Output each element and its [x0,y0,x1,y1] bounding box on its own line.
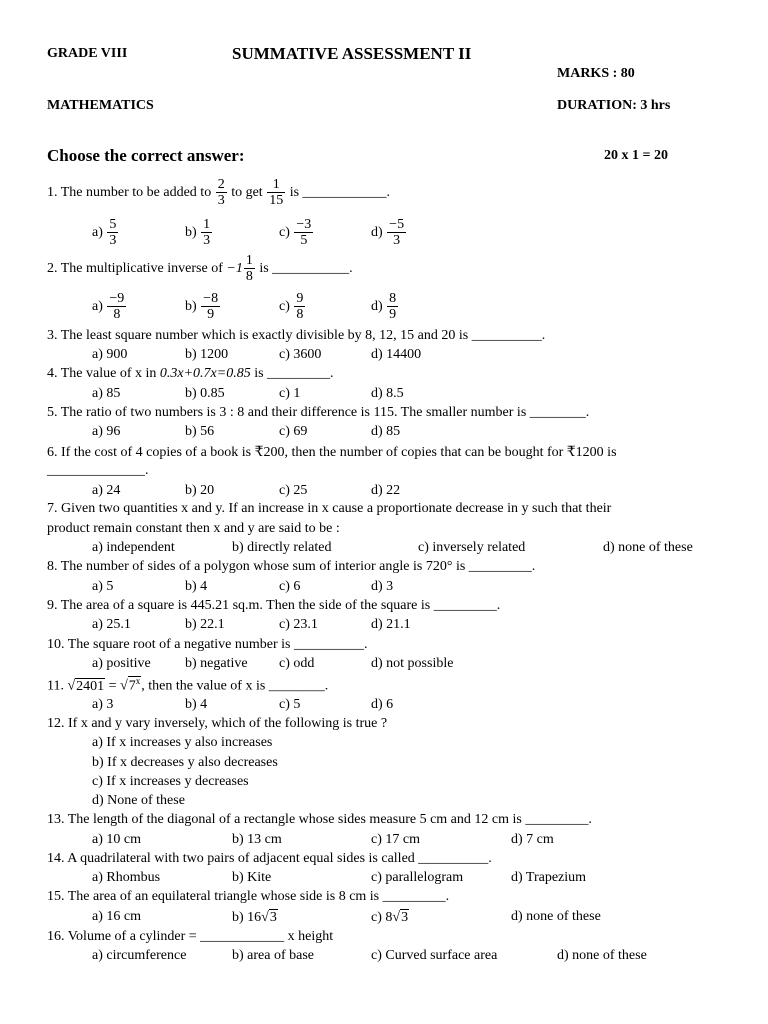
square-root-icon: √ [392,910,401,925]
question-16: 16. Volume of a cylinder = ____________ x height [47,929,334,944]
question-text: , then the value of x is ________. [141,678,329,694]
option-b: b) 0.85 [185,386,225,401]
option-a: a) 3 [92,697,114,712]
question-8: 8. The number of sides of a polygon whose sum of interior angle is 720° is _________. [47,559,536,574]
option-c: c) $\frac{-3}{5}$ [279,217,312,248]
option-d: d) 3 [371,579,394,594]
question-7: 7. Given two quantities x and y. If an increase in x cause a proportionate decrease in y such that their [47,501,612,516]
option-a: a) If x increases y also increases [92,735,273,750]
question-text: 2. The multiplicative inverse of [47,261,223,277]
question-6-blank: ______________. [47,463,149,478]
option-a: a) 900 [92,347,128,362]
option-d: d) none of these [603,540,693,555]
option-c: c) parallelogram [371,870,464,885]
option-d: d) None of these [92,793,185,808]
option-d: d) 8.5 [371,386,404,401]
option-a: a) 96 [92,424,121,439]
question-10: 10. The square root of a negative number is __________. [47,637,368,652]
option-d: d) 22 [371,483,401,498]
equation: 0.3x+0.7x=0.85 [159,366,251,381]
square-root-icon: √ [67,678,76,694]
option-b: b) 16√3 [232,910,277,925]
option-d: d) $\frac{8}{9}$ [371,291,397,322]
radicand: 2401 [76,678,105,694]
question-text: is ___________. [259,261,353,277]
option-a: a) 10 cm [92,832,141,847]
option-b: b) directly related [232,540,332,555]
option-d: d) none of these [511,909,601,924]
option-c: c) If x increases y decreases [92,774,249,789]
option-d: d) Trapezium [511,870,587,885]
option-b: b) $\frac{-8}{9}$ [185,291,219,322]
option-c: c) 23.1 [279,617,318,632]
option-b: b) Kite [232,870,272,885]
option-b: b) area of base [232,948,315,963]
marks-label: MARKS : 80 [557,66,635,81]
option-b: b) If x decreases y also decreases [92,755,278,770]
option-c: c) Curved surface area [371,948,498,963]
question-15: 15. The area of an equilateral triangle whose side is 8 cm is _________. [47,889,450,904]
page-title: SUMMATIVE ASSESSMENT II [232,44,472,63]
question-5: 5. The ratio of two numbers is 3 : 8 and their difference is 115. The smaller number is ________. [47,405,590,420]
option-d: d) none of these [557,948,647,963]
option-a: a) 16 cm [92,909,141,924]
square-root-icon: √ [261,910,269,925]
section-heading: Choose the correct answer: [47,146,245,165]
radicand: 7$^x$ [128,676,141,694]
option-d: d) $\frac{-5}{3}$ [371,217,405,248]
option-c: c) 8√3 [371,910,409,925]
option-a: a) 25.1 [92,617,131,632]
radicand: 3 [269,910,277,925]
question-9: 9. The area of a square is 445.21 sq.m. Then the side of the square is _________. [47,598,501,613]
question-1 [47,178,390,208]
option-a: a) 24 [92,483,121,498]
question-4 [47,366,334,382]
question-6: 6. If the cost of 4 copies of a book is ₹200, then the number of copies that can be bought for ₹1200 is [47,445,617,460]
question-text: 4. The value of x in [47,366,157,381]
question-13: 13. The length of the diagonal of a rectangle whose sides measure 5 cm and 12 cm is _________. [47,812,592,827]
option-b: b) 1200 [185,347,229,362]
option-a: a) $\frac{5}{3}$ [92,217,117,248]
question-12: 12. If x and y vary inversely, which of the following is true ? [47,716,388,731]
option-c: c) $\frac{9}{8}$ [279,291,304,322]
equals-sign: = [108,678,117,694]
option-c: c) odd [279,656,315,671]
option-a: a) 5 [92,579,114,594]
option-d: d) 6 [371,697,394,712]
option-d: d) 7 cm [511,832,554,847]
question-text: 1. The number to be added to [47,185,212,201]
option-c: c) 3600 [279,347,322,362]
option-d: d) 14400 [371,347,422,362]
question-text: is _________. [254,366,334,381]
option-d: d) 85 [371,424,401,439]
radicand: 3 [401,910,409,925]
option-c: c) 17 cm [371,832,420,847]
option-c: c) 5 [279,697,301,712]
option-d: d) 21.1 [371,617,411,632]
question-text: is ____________. [289,185,391,201]
option-c: c) 69 [279,424,308,439]
fraction: $\frac{1}{8}$ [245,253,253,284]
duration-label: DURATION: 3 hrs [557,98,671,113]
subject-label: MATHEMATICS [47,98,154,113]
question-text: to get [231,185,263,201]
option-b: b) 20 [185,483,215,498]
option-a: a) positive [92,656,151,671]
option-c: c) inversely related [418,540,526,555]
question-2 [47,254,353,284]
option-c: c) 1 [279,386,301,401]
option-c: c) 6 [279,579,301,594]
option-d: d) not possible [371,656,454,671]
question-3: 3. The least square number which is exactly divisible by 8, 12, 15 and 20 is __________. [47,328,546,343]
question-11 [47,676,328,695]
fraction: $\frac{2}{3}$ [217,177,225,208]
option-b: b) 13 cm [232,832,282,847]
option-a: a) 85 [92,386,121,401]
option-a: a) circumference [92,948,187,963]
question-7-cont: product remain constant then x and y are said to be : [47,521,340,536]
option-c: c) 25 [279,483,308,498]
question-14: 14. A quadrilateral with two pairs of adjacent equal sides is called __________. [47,851,492,866]
option-b: b) negative [185,656,248,671]
fraction: $\frac{1}{15}$ [269,177,284,208]
option-b: b) 56 [185,424,215,439]
section-marks: 20 x 1 = 20 [604,148,668,163]
option-a: a) $\frac{-9}{8}$ [92,291,125,322]
option-a: a) Rhombus [92,870,161,885]
mixed-number-whole: −1 [226,261,243,277]
option-b: b) 4 [185,697,208,712]
question-number: 11. [47,678,64,694]
option-b: b) $\frac{1}{3}$ [185,217,211,248]
option-b: b) 22.1 [185,617,225,632]
option-a: a) independent [92,540,175,555]
square-root-icon: √ [120,678,128,694]
option-b: b) 4 [185,579,208,594]
grade-label: GRADE VIII [47,46,128,61]
